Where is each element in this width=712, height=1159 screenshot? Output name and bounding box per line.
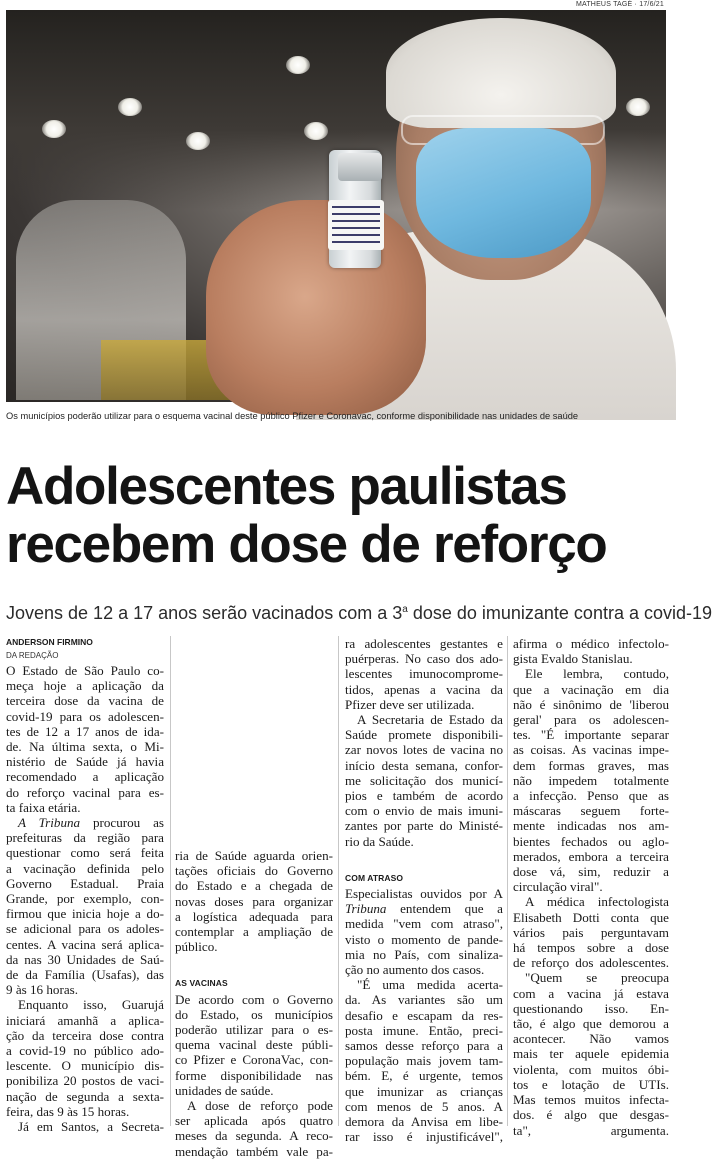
article-text-line: "É uma medida acerta-: [357, 977, 503, 993]
department: DA REDAÇÃO: [6, 651, 59, 660]
article-text-line: a vacinação definida pelo: [6, 860, 164, 876]
vaccine-vial-cap: [338, 153, 382, 181]
article-text-line: Especialistas ouvidos por A: [345, 886, 503, 902]
worker-hand: [206, 200, 426, 415]
article-text-line: tações oficiais do Governo: [175, 863, 333, 879]
article-column-3: [345, 636, 503, 1145]
article-text-line: população mais jovem tam-: [345, 1053, 503, 1069]
article-text-line: quema vacinal deste públi-: [175, 1037, 333, 1053]
article-text-line: Tribuna entendem que a: [345, 901, 503, 917]
headline: [6, 458, 670, 574]
article-text-line: O Estado de São Paulo co-: [6, 663, 164, 678]
article-text-line: centes. A vacina será aplica-: [6, 936, 164, 952]
article-text-line: circulação viral".: [513, 879, 603, 895]
article-text-line: me solicitação dos municí-: [345, 772, 503, 788]
article-text-line: ponibiliza 20 postos de vaci-: [6, 1073, 164, 1089]
article-text-line: recomendado a aplicação: [6, 769, 164, 785]
article-text-line: questionar como será feita: [6, 845, 164, 861]
article-text-line: ta faixa etária.: [6, 799, 81, 815]
article-text-line: dem formas graves, mas: [513, 757, 669, 773]
article-text-line: de. Na última sexta, o Mi-: [6, 739, 164, 755]
article-text-line: meça hoje a aplicação da: [6, 678, 164, 694]
article-column-1: [6, 636, 164, 1134]
article-text-line: geral' para os adolescen-: [513, 712, 669, 728]
article-text-line: gista Evaldo Stanislau.: [513, 651, 633, 667]
article-text-line: demora da Anvisa em libe-: [345, 1114, 503, 1130]
article-text-line: a infecção. Penso que as: [513, 788, 669, 804]
article-text-line: da nas 30 Unidades de Saú-: [6, 951, 164, 967]
article-text-line: tes de 12 a 17 anos de ida-: [6, 723, 164, 739]
article-text-line: A Tribuna procurou as: [18, 815, 164, 831]
article-text-line: nação de segunda a sexta-: [6, 1088, 164, 1104]
article-text-line: De acordo com o Governo: [175, 991, 333, 1007]
article-text-line: violenta, com muitos óbi-: [513, 1061, 669, 1077]
article-text-line: A médica infectologista: [525, 894, 669, 910]
article-text-line: da. As variantes são um: [345, 992, 503, 1008]
article-text-line: há tempos sobre a dose: [513, 940, 669, 956]
article-text-line: Ele lembra, contudo,: [525, 666, 669, 682]
headline-line-2: recebem dose de reforço: [6, 515, 607, 574]
article-text-line: do Estado, os municípios: [175, 1006, 333, 1022]
article-column-2: [175, 636, 333, 1159]
article-text-line: máscaras seguem forte-: [513, 803, 669, 819]
article-text-line: com o envio de mais imuni-: [345, 803, 503, 819]
ceiling-light: [304, 122, 328, 140]
article-text-line: afirma o médico infectolo-: [513, 636, 669, 651]
article-text-line: a covid-19 no público ado-: [6, 1043, 164, 1059]
article-text-line: com a vacina já estava: [513, 985, 669, 1001]
photo-credit: MATHEUS TAGÉ · 17/6/21: [575, 1, 664, 8]
photo-caption: Os municípios poderão utilizar para o esquema vacinal deste público Pfizer e Coronavac, conforme disponibilidade nas unidades de saúde: [6, 411, 579, 421]
article-text-line: com menos de 5 anos. A: [345, 1098, 503, 1114]
ceiling-light: [286, 56, 310, 74]
article-text-line: samos desse reforço para a: [345, 1038, 503, 1054]
article-text-line: Mas temos muitos infecta-: [513, 1092, 669, 1108]
worker-cap: [386, 18, 616, 128]
section-heading: AS VACINAS: [175, 978, 228, 989]
subheadline: [6, 598, 712, 625]
article-text-line: contemplar a ampliação de: [175, 924, 333, 940]
article-text-line: do reforço vacinal para es-: [6, 784, 164, 800]
article-text-line: ser aplicada após quatro: [175, 1113, 333, 1129]
article-text-line: ria de Saúde aguarda orien-: [175, 848, 333, 863]
article-text-line: tão, é algo que demorou a: [513, 1016, 669, 1032]
article-text-line: do Estado e a chegada de: [175, 878, 333, 894]
article-text-line: forme disponibilidade nas: [175, 1067, 333, 1083]
article-text-line: dos. é algo que desgas-: [513, 1107, 669, 1123]
article-text-line: Saúde promete disponibili-: [345, 727, 503, 743]
article-text-line: prefeituras da região para: [6, 830, 164, 846]
article-text-line: início desta semana, confor-: [345, 757, 503, 773]
article-text-line: Já em Santos, a Secreta-: [18, 1119, 164, 1135]
article-text-line: nistério de Saúde já havia: [6, 754, 164, 770]
article-text-line: não é sinônimo de 'liberou: [513, 696, 669, 712]
ceiling-light: [626, 98, 650, 116]
article-text-line: iniciará amanhã a aplica-: [6, 1012, 164, 1028]
article-text-line: vários pais perguntavam: [513, 924, 669, 940]
article-text-line: co Pfizer e CoronaVac, con-: [175, 1052, 333, 1068]
article-text-line: tidos, apenas a vacina da: [345, 681, 503, 697]
vaccine-vial-label: [328, 200, 384, 250]
article-text-line: mendação também vale pa-: [175, 1143, 333, 1159]
article-text-line: lescente. O município dis-: [6, 1058, 164, 1074]
article-text-line: de reforço dos adolescentes.: [513, 955, 669, 971]
article-text-line: acontecer. Não vamos: [513, 1031, 669, 1047]
article-text-line: tos e lotação de UTIs.: [513, 1076, 669, 1092]
article-text-line: meses da segunda. A reco-: [175, 1128, 333, 1144]
article-text-line: Governo Estadual. Praia: [6, 875, 164, 891]
article-text-line: que a vacinação em dia: [513, 681, 669, 697]
article-text-line: firmou que inicia hoje a do-: [6, 906, 164, 922]
article-text-line: "Quem se preocupa: [525, 970, 669, 986]
article-text-line: feira, das 9 às 15 horas.: [6, 1103, 130, 1119]
article-text-line: bém. E, é urgente, temos: [345, 1068, 503, 1084]
article-text-line: covid-19 para os adolescen-: [6, 708, 164, 724]
column-divider: [338, 636, 339, 1126]
article-text-line: não impedem totalmente: [513, 772, 669, 788]
article-text-line: a logística adequada para: [175, 908, 333, 924]
article-text-line: Pfizer deve ser utilizada.: [345, 696, 475, 712]
article-text-line: zantes por parte do Ministé-: [345, 818, 503, 834]
article-text-line: merados, embora a terceira: [513, 848, 669, 864]
article-text-line: Elisabeth Dotti conta que: [513, 909, 669, 925]
article-text-line: desafio e escapam da res-: [345, 1007, 503, 1023]
article-text-line: lescentes imunocompromе-: [345, 666, 503, 682]
article-text-line: ra adolescentes gestantes e: [345, 636, 503, 651]
article-text-line: de da Família (Usafas), das: [6, 967, 164, 983]
article-text-line: ta", argumenta.: [513, 1122, 669, 1138]
article-photo: [6, 10, 666, 402]
article-text-line: puérperas. No caso dos ado-: [345, 651, 503, 667]
ceiling-light: [42, 120, 66, 138]
article-text-line: que imunizar as crianças: [345, 1083, 503, 1099]
article-text-line: posta imune. Então, preci-: [345, 1022, 503, 1038]
headline-line-1: Adolescentes paulistas: [6, 457, 567, 516]
article-text-line: rar isso é injustificável",: [345, 1129, 503, 1145]
article-text-line: ção no aumento dos casos.: [345, 962, 485, 978]
article-text-line: 9 às 16 horas.: [6, 982, 79, 998]
article-text-line: visto o momento de pande-: [345, 931, 503, 947]
column-divider: [507, 636, 508, 1126]
article-text-line: unidades de saúde.: [175, 1082, 274, 1098]
worker-mask: [416, 128, 591, 258]
article-text-line: novas doses para organizar: [175, 893, 333, 909]
article-text-line: dose vá, sim, reduzir a: [513, 864, 669, 880]
byline: ANDERSON FIRMINO: [6, 637, 93, 647]
article-text-line: mente indicadas nos am-: [513, 818, 669, 834]
article-text-line: pios e também de acordo: [345, 788, 503, 804]
article-text-line: poderão utilizar para o es-: [175, 1022, 333, 1038]
article-text-line: bientes fechados ou aglo-: [513, 833, 669, 849]
article-text-line: A dose de reforço pode: [187, 1098, 333, 1114]
article-text-line: rio da Saúde.: [345, 833, 414, 849]
ceiling-light: [186, 132, 210, 150]
article-text-line: questionando isso. En-: [513, 1000, 669, 1016]
article-text-line: ção da terceira dose contra: [6, 1027, 164, 1043]
article-text-line: mais ter aquele epidemia: [513, 1046, 669, 1062]
ordinal-suffix: a: [402, 604, 408, 615]
column-divider: [170, 636, 171, 1126]
article-text-line: Enquanto isso, Guarujá: [18, 997, 164, 1013]
article-text-line: A Secretaria de Estado da: [357, 712, 503, 728]
ceiling-light: [118, 98, 142, 116]
section-heading: COM ATRASO: [345, 872, 404, 883]
article-text-line: as coisas. As vacinas impe-: [513, 742, 669, 758]
article-text-line: se adicional para os adoles-: [6, 921, 164, 937]
article-text-line: mia no País, com sinaliza-: [345, 946, 503, 962]
article-text-line: zar novos lotes de vacina no: [345, 742, 503, 758]
article-text-line: público.: [175, 939, 218, 955]
article-text-line: tes. "É importante separar: [513, 727, 669, 743]
article-text-line: terceira dose da vacina de: [6, 693, 164, 709]
subheadline-text: Jovens de 12 a 17 anos serão vacinados com a 3: [6, 603, 403, 623]
subheadline-text-end: dose do imunizante contra a covid-19: [407, 603, 712, 623]
article-text-line: medida "vem com atraso",: [345, 916, 503, 932]
article-column-4: [513, 636, 669, 1138]
article-text-line: Grande, por exemplo, con-: [6, 891, 164, 907]
